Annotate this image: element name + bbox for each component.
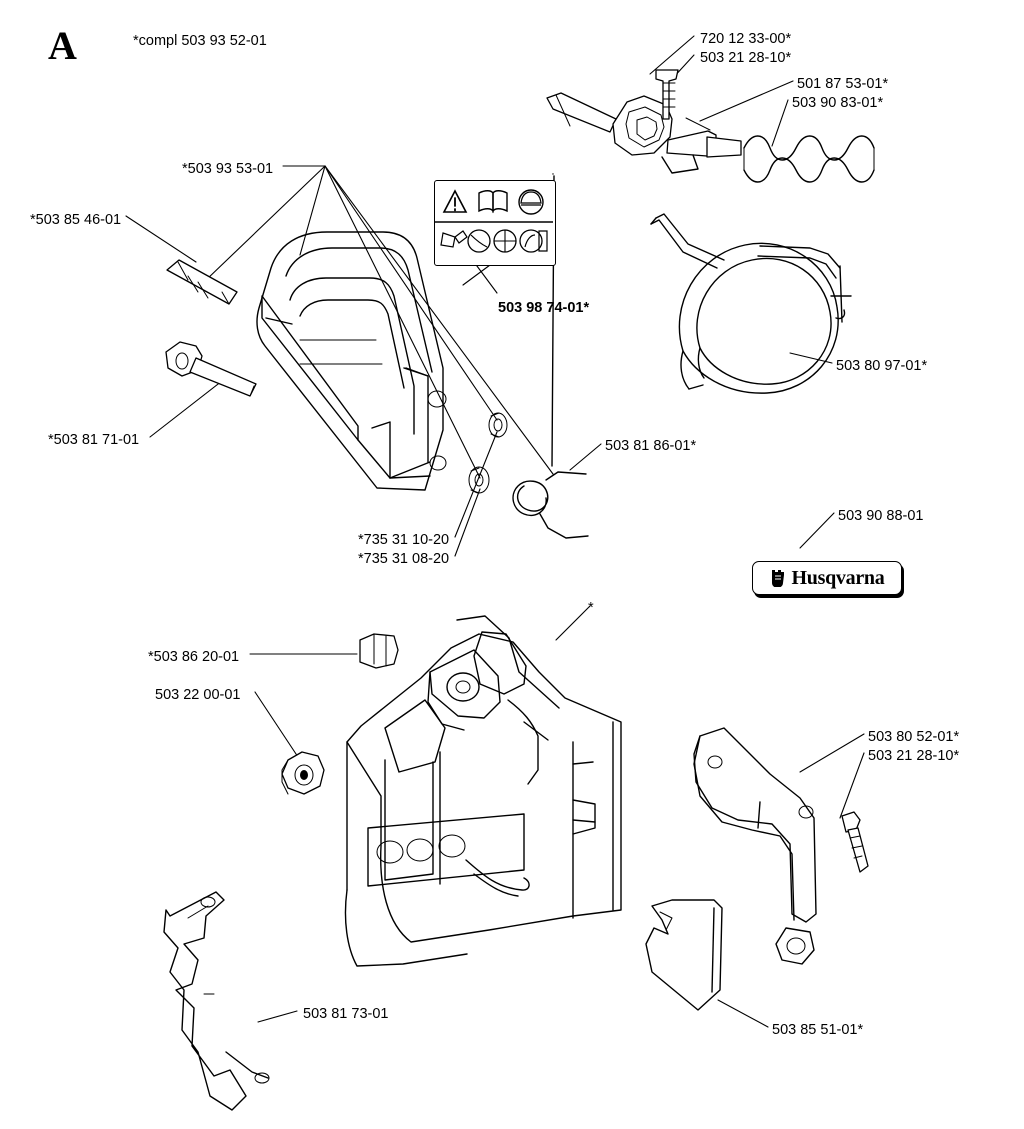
side-plate (164, 892, 269, 1110)
leader-lines-bottom (250, 606, 864, 1027)
label-torsion-spring: 503 81 86-01* (605, 438, 697, 454)
plate-letter: A (48, 23, 77, 68)
label-washer-735-31-08-20: *735 31 08-20 (358, 551, 450, 567)
brake-spring (744, 136, 874, 182)
clutch-cover (345, 616, 621, 966)
label-deflector-plate: 503 85 51-01* (772, 1022, 864, 1038)
label-chain-catcher: *503 86 20-01 (148, 649, 240, 665)
label-brake-link-rod: *503 81 71-01 (48, 432, 140, 448)
label-bracket-screw: 503 21 28-10* (868, 748, 960, 764)
label-husqvarna-decal: 503 90 88-01 (838, 508, 924, 524)
complete-assembly-label: *compl 503 93 52-01 (133, 33, 267, 49)
label-cover-bracket: 503 80 52-01* (868, 729, 960, 745)
deflector-plate (646, 900, 722, 1010)
label-handle-assembly: *503 93 53-01 (182, 161, 274, 177)
label-washer-735-31-10-20: *735 31 10-20 (358, 532, 450, 548)
husqvarna-wordmark: Husqvarna (791, 566, 885, 589)
label-brake-spring-link: 501 87 53-01* (797, 76, 889, 92)
bar-nut (282, 752, 324, 794)
washers (469, 413, 507, 493)
label-clutch-cover-asterisk: * (588, 600, 594, 616)
label-screw-503-21-28-10: 503 21 28-10* (700, 50, 792, 66)
chain-catcher (360, 634, 398, 668)
label-side-plate: 503 81 73-01 (303, 1006, 389, 1022)
brake-band (651, 214, 851, 393)
cover-bracket (694, 728, 816, 964)
bracket-screw (842, 812, 868, 872)
label-brake-lever-pin: *503 85 46-01 (30, 212, 122, 228)
warning-decal-artwork (435, 181, 553, 263)
label-brake-spring: 503 90 83-01* (792, 95, 884, 111)
label-screw-720-12-33-00: 720 12 33-00* (700, 31, 792, 47)
brake-link-rod (166, 342, 256, 396)
husqvarna-decal (752, 561, 902, 595)
handle-guard (257, 232, 446, 490)
label-brake-band: 503 80 97-01* (836, 358, 928, 374)
leader-lines-top-right (650, 36, 834, 548)
brake-pin (167, 260, 237, 304)
label-bar-nut: 503 22 00-01 (155, 687, 241, 703)
husqvarna-crown-icon (770, 569, 786, 587)
label-warning-decal: 503 98 74-01* (498, 300, 590, 316)
warning-pictogram-decal (434, 180, 556, 266)
